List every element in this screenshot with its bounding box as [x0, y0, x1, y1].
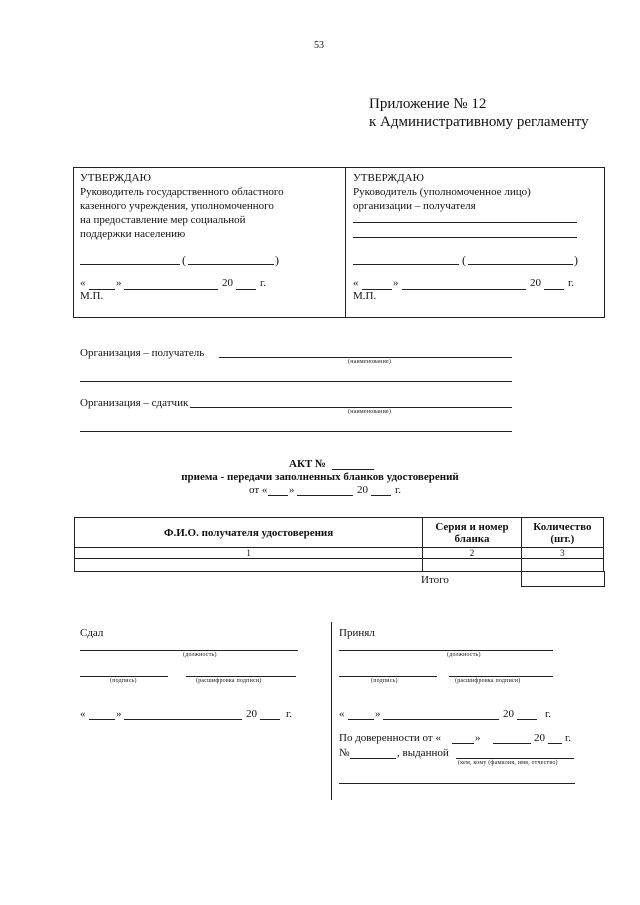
col-number: 1 [75, 548, 423, 559]
left-name-line[interactable] [188, 264, 274, 265]
left-year-line[interactable] [236, 289, 256, 290]
right-signature-line[interactable] [353, 264, 459, 265]
proxy-year-prefix: 20 [534, 732, 545, 744]
act-title: АКТ № [289, 458, 327, 470]
proxy-day-line[interactable] [452, 743, 474, 744]
org-receiver-label: Организация – получатель [80, 347, 205, 359]
total-cell[interactable] [521, 571, 605, 587]
received-year-suffix: г. [545, 708, 552, 720]
right-stamp: М.П. [353, 290, 377, 302]
right-year-suffix: г. [568, 277, 575, 289]
handed-signature-line[interactable] [80, 676, 168, 677]
act-number-line[interactable] [332, 469, 374, 470]
act-year-prefix: 20 [357, 484, 368, 496]
proxy-year-line[interactable] [548, 743, 562, 744]
received-position-hint: (должность) [447, 652, 481, 658]
proxy-prefix: По доверенности от « [339, 732, 441, 744]
handed-year-suffix: г. [286, 708, 293, 720]
proxy-issued: , выданной [397, 747, 449, 759]
received-signature-line[interactable] [339, 676, 437, 677]
received-signature-hint: (подпись) [371, 678, 398, 684]
left-month-line[interactable] [124, 289, 218, 290]
header-recipient: Ф.И.О. получателя удостоверения [75, 518, 423, 548]
handed-year-prefix: 20 [246, 708, 257, 720]
right-paren-open: ( [462, 253, 466, 267]
handed-date-open: « [80, 708, 86, 720]
table-header-row [75, 518, 604, 548]
received-month-line[interactable] [383, 719, 499, 720]
received-year-prefix: 20 [503, 708, 514, 720]
handed-signature-hint: (подпись) [110, 678, 137, 684]
header-quantity: Количество (шт.) [521, 518, 603, 548]
approval-left-line: Руководитель государственного областного [80, 186, 284, 198]
approval-right [353, 171, 593, 213]
left-stamp: М.П. [80, 290, 104, 302]
org-receiver-hint: (наименование) [348, 359, 392, 365]
left-signature-line[interactable] [80, 264, 180, 265]
handed-date-close: » [116, 708, 122, 720]
handed-year-line[interactable] [260, 719, 280, 720]
act-year-line[interactable] [371, 495, 391, 496]
received-label: Принял [339, 627, 375, 639]
appendix-title: Приложение № 12 [369, 96, 487, 112]
act-month-line[interactable] [297, 495, 353, 496]
left-paren-close: ) [275, 253, 279, 267]
right-month-line[interactable] [402, 289, 526, 290]
proxy-issued-line[interactable] [456, 758, 574, 759]
signature-divider [331, 622, 332, 800]
appendix-subtitle: к Административному регламенту [369, 114, 589, 130]
table-cell[interactable] [521, 559, 603, 572]
proxy-number-prefix: № [339, 747, 350, 759]
right-year-line[interactable] [544, 289, 564, 290]
proxy-number-line[interactable] [350, 758, 396, 759]
left-year-suffix: г. [260, 277, 267, 289]
approval-left [80, 171, 342, 241]
approval-left-line: казенного учреждения, уполномоченного [80, 200, 274, 212]
right-org-line-2[interactable] [353, 237, 577, 238]
org-receiver-line-2[interactable] [80, 381, 512, 382]
handed-label: Сдал [80, 627, 104, 639]
act-table [74, 517, 604, 572]
received-date-close: » [375, 708, 381, 720]
left-year-prefix: 20 [222, 277, 233, 289]
handed-position-hint: (должность) [183, 652, 217, 658]
approval-right-heading: УТВЕРЖДАЮ [353, 172, 424, 184]
approval-left-line: поддержки населению [80, 228, 186, 240]
handed-position-line[interactable] [80, 650, 298, 651]
total-label: Итого [421, 574, 449, 586]
left-paren-open: ( [182, 253, 186, 267]
proxy-month-line[interactable] [493, 743, 531, 744]
org-sender-label: Организация – сдатчик [80, 397, 189, 409]
org-sender-hint: (наименование) [348, 409, 392, 415]
header-series: Серия и номер бланка [423, 518, 521, 548]
approval-right-line: Руководитель (уполномоченное лицо) [353, 186, 531, 198]
table-cell[interactable] [75, 559, 423, 572]
proxy-issued-hint: (кем, кому (фамилия, имя, отчество) [458, 760, 558, 766]
received-year-line[interactable] [517, 719, 537, 720]
handed-month-line[interactable] [124, 719, 242, 720]
org-sender-line[interactable] [190, 407, 512, 408]
act-date-open: от « [249, 484, 268, 496]
table-row[interactable] [75, 559, 604, 572]
col-number: 3 [521, 548, 603, 559]
right-name-line[interactable] [468, 264, 573, 265]
page-number: 53 [314, 40, 324, 51]
col-number: 2 [423, 548, 521, 559]
org-receiver-line[interactable] [219, 357, 512, 358]
received-date-open: « [339, 708, 345, 720]
approval-right-line: организации – получателя [353, 200, 476, 212]
right-year-prefix: 20 [530, 277, 541, 289]
approval-divider [345, 167, 346, 318]
received-position-line[interactable] [339, 650, 553, 651]
received-day-line[interactable] [348, 719, 374, 720]
left-date-close: » [116, 277, 122, 289]
proxy-mid: » [475, 732, 481, 744]
received-decoding-line[interactable] [449, 676, 553, 677]
right-date-open: « [353, 277, 359, 289]
handed-decoding-hint: (расшифровка подписи) [196, 678, 262, 684]
org-sender-line-2[interactable] [80, 431, 512, 432]
handed-decoding-line[interactable] [186, 676, 296, 677]
table-cell[interactable] [423, 559, 521, 572]
left-date-open: « [80, 277, 86, 289]
proxy-year-suffix: г. [565, 732, 572, 744]
act-day-line[interactable] [268, 495, 288, 496]
approval-left-line: на предоставление мер социальной [80, 214, 246, 226]
handed-day-line[interactable] [89, 719, 115, 720]
act-subtitle: приема - передачи заполненных бланков удостоверений [181, 471, 459, 483]
table-number-row [75, 548, 604, 559]
proxy-issued-line-2[interactable] [339, 783, 575, 784]
right-date-close: » [393, 277, 399, 289]
act-date-close: » [289, 484, 295, 496]
right-paren-close: ) [574, 253, 578, 267]
approval-left-heading: УТВЕРЖДАЮ [80, 172, 151, 184]
act-year-suffix: г. [395, 484, 402, 496]
received-decoding-hint: (расшифровка подписи) [455, 678, 521, 684]
right-org-line-1[interactable] [353, 222, 577, 223]
